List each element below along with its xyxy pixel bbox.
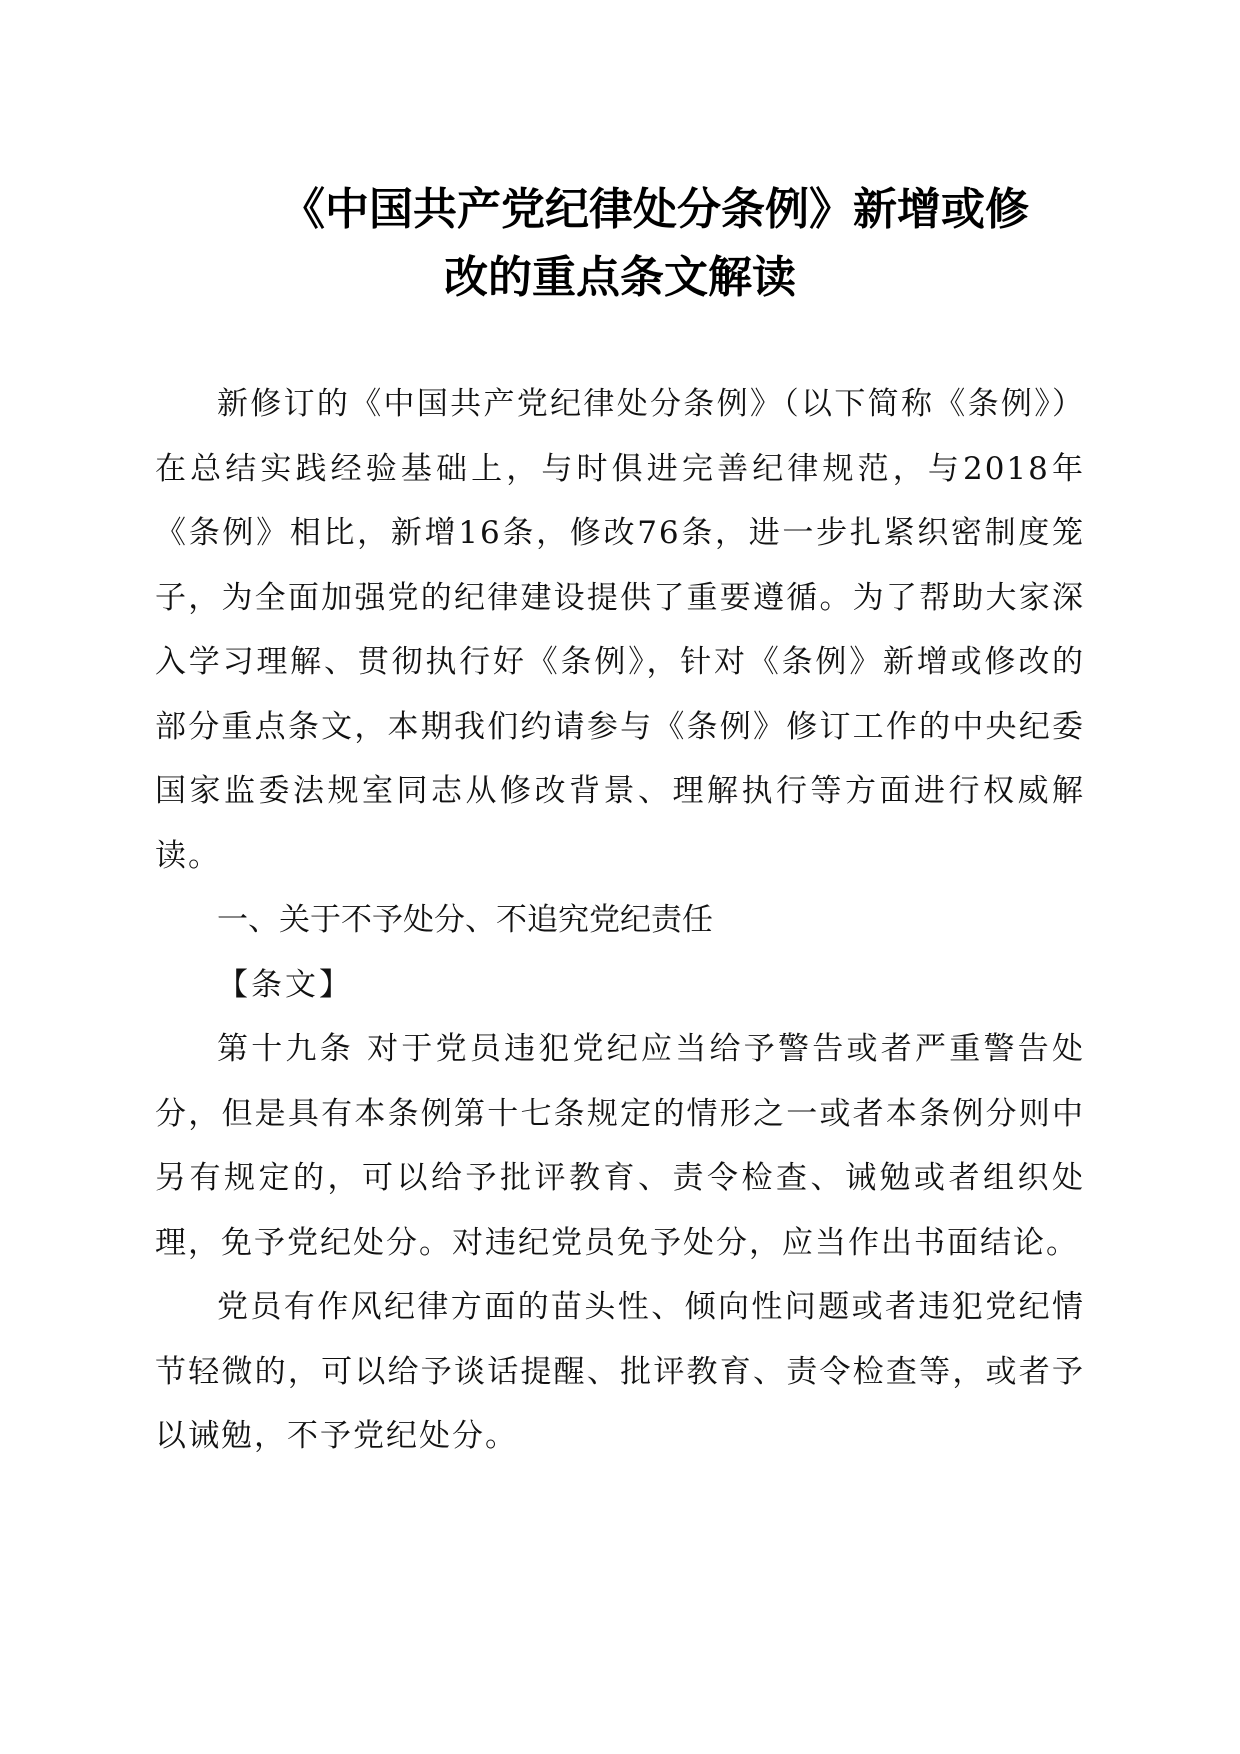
title-line-1: 《中国共产党纪律处分条例》新增或修 — [281, 184, 1029, 235]
clause-label: 【条文】 — [217, 966, 353, 1003]
article-paragraph-2: 党员有作风纪律方面的苗头性、倾向性问题或者违犯党纪情节轻微的，可以给予谈话提醒、批评教育、责令检查等，或者予以诫勉，不予党纪处分。 — [155, 1289, 1085, 1454]
article-paragraph-1: 第十九条 对于党员违犯党纪应当给予警告或者严重警告处分，但是具有本条例第十七条规定的情形之一或者本条例分则中另有规定的，可以给予批评教育、责令检查、诫勉或者组织处理，免予党纪处分。对违纪党员免予处分，应当作出书面结论。 — [155, 1031, 1085, 1261]
document-title — [150, 176, 1090, 312]
document-body — [155, 372, 1085, 1469]
intro-paragraph: 新修订的《中国共产党纪律处分条例》（以下简称《条例》）在总结实践经验基础上，与时俱进完善纪律规范，与2018年《条例》相比，新增16条，修改76条，进一步扎紧织密制度笼子，为全面加强党的纪律建设提供了重要遵循。为了帮助大家深入学习理解、贯彻执行好《条例》，针对《条例》新增或修改的部分重点条文，本期我们约请参与《条例》修订工作的中央纪委国家监委法规室同志从修改背景、理解执行等方面进行权威解读。 — [155, 386, 1085, 874]
section-heading: 一、关于不予处分、不追究党纪责任 — [217, 902, 713, 938]
title-line-2: 改的重点条文解读 — [444, 252, 796, 303]
